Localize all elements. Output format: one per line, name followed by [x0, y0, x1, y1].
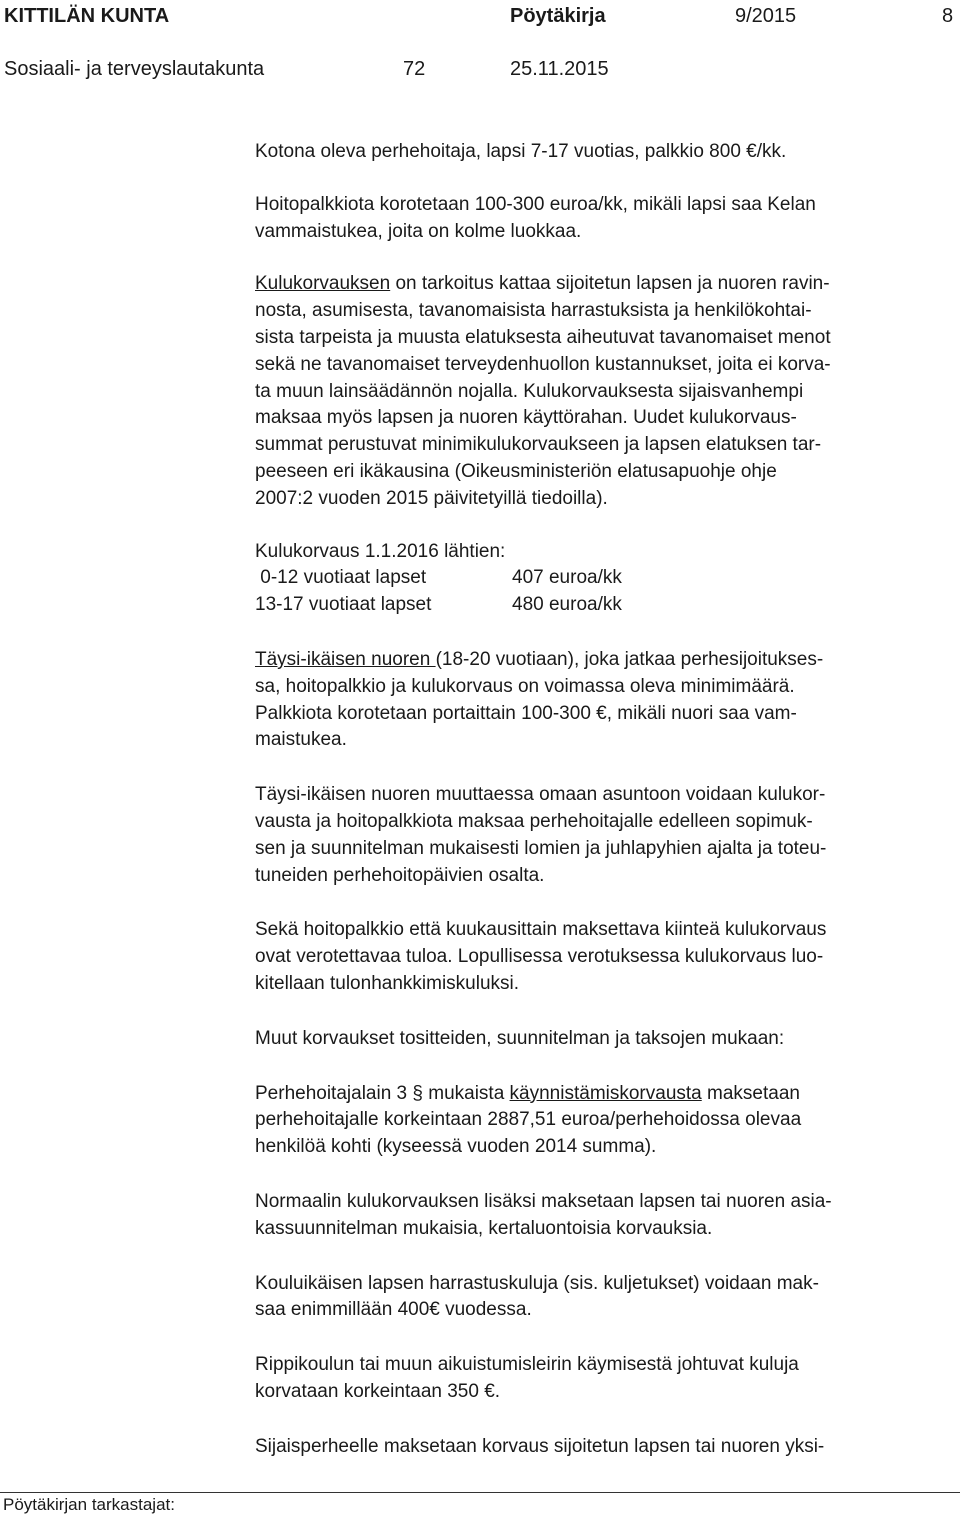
paragraph-line: kitellaan tulonhankkimiskuluksi. [255, 972, 520, 994]
paragraph-line: Normaalin kulukorvauksen lisäksi maksetaan lapsen tai nuoren asia- [255, 1190, 832, 1212]
paragraph-line: nosta, asumisesta, tavanomaisista harrastuksista ja henkilökohtai- [255, 300, 812, 322]
underlined-term: käynnistämiskorvausta [509, 1082, 702, 1104]
paragraph-line: Kotona oleva perhehoitaja, lapsi 7-17 vuotias, palkkio 800 €/kk. [255, 141, 787, 162]
rate-amount: 407 euroa/kk [512, 567, 622, 589]
paragraph-line: Täysi-ikäisen nuoren muuttaessa omaan asuntoon voidaan kulukor- [255, 784, 826, 806]
paragraph-line: saa enimmillään 400€ vuodessa. [255, 1299, 532, 1321]
paragraph-line: perhehoitajalle korkeintaan 2887,51 euroa/perhehoidossa olevaa [255, 1109, 802, 1131]
paragraph-line: maksaa myös lapsen ja nuoren käyttörahan. Uudet kulukorvaus- [255, 407, 797, 429]
paragraph-line: 2007:2 vuoden 2015 päivitetyillä tiedoilla). [255, 487, 608, 509]
paragraph-line: Hoitopalkkiota korotetaan 100-300 euroa/kk, mikäli lapsi saa Kelan [255, 193, 816, 215]
paragraph-line: Sekä hoitopalkkio että kuukausittain maksettava kiinteä kulukorvaus [255, 919, 827, 941]
paragraph-line: Kouluikäisen lapsen harrastuskuluja (sis. kuljetukset) voidaan mak- [255, 1272, 819, 1294]
rate-row [255, 565, 945, 592]
committee-name: Sosiaali- ja terveyslautakunta [4, 58, 265, 80]
page-number: 8 [942, 5, 954, 27]
paragraph-line [255, 271, 945, 298]
footer-divider [0, 1492, 960, 1493]
paragraph-line: sa, hoitopalkkio ja kulukorvaus on voimassa oleva minimimäärä. [255, 675, 795, 697]
paragraph-text: on tarkoitus kattaa sijoitetun lapsen ja nuoren ravin- [390, 273, 830, 295]
paragraph-line: kassuunnitelman mukaisia, kertaluontoisia korvauksia. [255, 1217, 713, 1239]
paragraph-line: sekä ne tavanomaiset terveydenhuollon kustannukset, joita ei korva- [255, 353, 831, 375]
rate-row [255, 592, 945, 619]
paragraph-line: sista tarpeista ja muusta elatuksesta aiheutuvat tavanomaiset menot [255, 326, 831, 348]
paragraph-line: sen ja suunnitelman mukaisesti lomien ja juhlapyhien ajalta ja toteu- [255, 837, 827, 859]
paragraph-text: Perhehoitajalain 3 § mukaista [255, 1082, 510, 1104]
underlined-term: Kulukorvauksen [255, 273, 391, 295]
paragraph-line: ovat verotettavaa tuloa. Lopullisessa verotuksessa kulukorvaus luo- [255, 946, 824, 968]
rate-age-group: 0-12 vuotiaat lapset [255, 567, 427, 589]
paragraph-line: Muut korvaukset tositteiden, suunnitelman ja taksojen mukaan: [255, 1027, 785, 1049]
paragraph-line: maistukea. [255, 729, 347, 751]
paragraph-line: henkilöä kohti (kyseessä vuoden 2014 summa). [255, 1136, 657, 1158]
meeting-date: 25.11.2015 [510, 58, 609, 80]
paragraph-text: maksetaan [701, 1082, 800, 1104]
document-body [255, 139, 945, 1460]
paragraph-line [255, 1081, 945, 1108]
paragraph-line: ta muun lainsäädännön nojalla. Kulukorvauksesta sijaisvanhempi [255, 380, 804, 402]
paragraph-line: vausta ja hoitopalkkiota maksaa perhehoitajalle edelleen sopimuk- [255, 810, 813, 832]
paragraph-line: Sijaisperheelle maksetaan korvaus sijoitetun lapsen tai nuoren yksi- [255, 1435, 825, 1457]
rate-age-group: 13-17 vuotiaat lapset [255, 594, 432, 616]
document-type: Pöytäkirja [510, 5, 606, 27]
paragraph-line [255, 647, 945, 674]
municipality-name: KITTILÄN KUNTA [4, 5, 170, 27]
paragraph-text: (18-20 vuotiaan), joka jatkaa perhesijoitukses- [435, 648, 824, 670]
paragraph-line: vammaistukea, joita on kolme luokkaa. [255, 220, 582, 242]
paragraph-line: peeseen eri ikäkausina (Oikeusministeriön elatusapuohje ohje [255, 460, 777, 482]
paragraph-line: tuneiden perhehoitopäivien osalta. [255, 864, 545, 886]
rate-amount: 480 euroa/kk [512, 594, 622, 616]
section-number: 72 [403, 58, 426, 80]
rate-table-title: Kulukorvaus 1.1.2016 lähtien: [255, 540, 506, 562]
paragraph-line: summat perustuvat minimikulukorvaukseen ja lapsen elatuksen tar- [255, 434, 822, 456]
document-number: 9/2015 [735, 5, 797, 27]
paragraph-line: Palkkiota korotetaan portaittain 100-300 €, mikäli nuori saa vam- [255, 702, 797, 724]
paragraph-line: Rippikoulun tai muun aikuistumisleirin käymisestä johtuvat kuluja [255, 1354, 799, 1376]
underlined-term: Täysi-ikäisen nuoren [255, 648, 436, 670]
paragraph-line: korvataan korkeintaan 350 €. [255, 1380, 501, 1402]
page-footer [0, 1488, 960, 1512]
footer-reviewers-label: Pöytäkirjan tarkastajat: [3, 1495, 175, 1514]
